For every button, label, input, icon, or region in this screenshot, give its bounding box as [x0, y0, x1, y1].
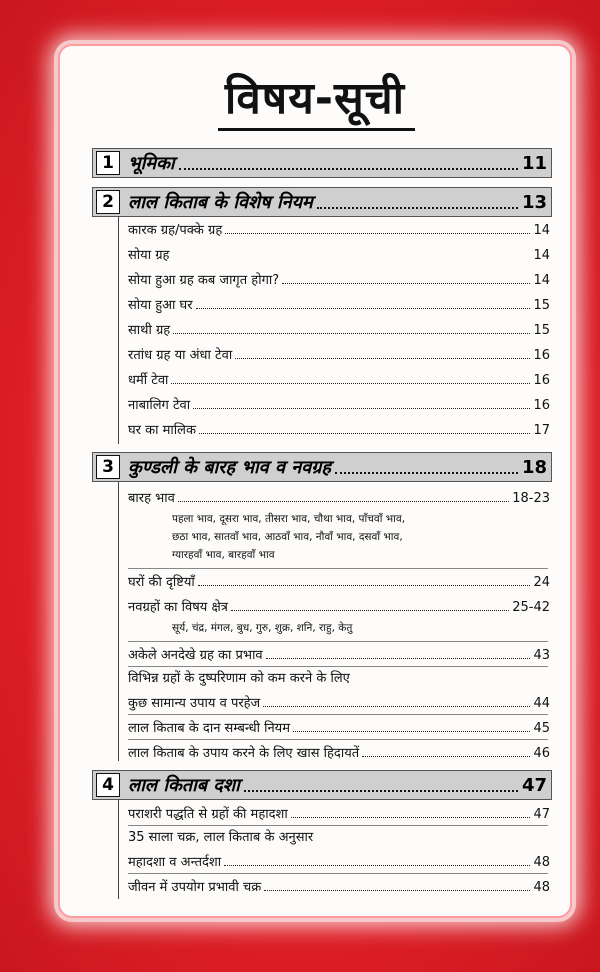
dot-leader: [335, 460, 518, 474]
separator: [128, 873, 548, 874]
page-title: विषय-सूची: [224, 73, 406, 124]
separator: [128, 641, 548, 642]
chapter-2-header[interactable]: [92, 187, 552, 217]
chapter-3-header[interactable]: [92, 452, 552, 482]
chapter-title: कुण्डली के बारह भाव व नवग्रह: [128, 457, 331, 478]
chapter-page: 13: [521, 191, 547, 213]
section-rule: [118, 481, 119, 761]
toc-entry[interactable]: जीवन में उपयोग प्रभावी चक्र 48: [128, 880, 550, 895]
dot-leader: [317, 195, 518, 209]
chapter-page: 47: [521, 774, 547, 796]
chapter-number: 1: [96, 151, 120, 175]
chapter-title: लाल किताब के विशेष नियम: [128, 192, 313, 213]
chapter-4-header[interactable]: [92, 770, 552, 800]
toc-entry[interactable]: कारक ग्रह/पक्के ग्रह 14: [128, 223, 550, 238]
toc-entry[interactable]: सोया हुआ ग्रह कब जागृत होगा? 14: [128, 273, 550, 288]
toc-entry[interactable]: पराशरी पद्धति से ग्रहों की महादशा 47: [128, 807, 550, 822]
chapter-1-header[interactable]: [92, 148, 552, 178]
subtopic-line: सूर्य, चंद्र, मंगल, बुध, गुरु, शुक्र, शनि, राहु, केतु: [172, 622, 353, 634]
toc-continued-line: 35 साला चक्र, लाल किताब के अनुसार: [128, 830, 314, 845]
separator: [128, 568, 548, 569]
chapter-page: 18: [521, 456, 547, 478]
title-underline: [218, 128, 415, 131]
toc-entry[interactable]: लाल किताब के उपाय करने के लिए खास हिदायतें 46: [128, 746, 550, 761]
section-rule: [118, 216, 119, 444]
toc-entry[interactable]: रतांध ग्रह या अंधा टेवा 16: [128, 348, 550, 363]
toc-entry[interactable]: कुछ सामान्य उपाय व परहेज 44: [128, 696, 550, 711]
chapter-number: 2: [96, 190, 120, 214]
separator: [128, 714, 548, 715]
chapter-number: 4: [96, 773, 120, 797]
toc-entry[interactable]: साथी ग्रह 15: [128, 323, 550, 338]
dot-leader: [244, 778, 518, 792]
chapter-page: 11: [521, 152, 547, 174]
toc-entry[interactable]: सोया हुआ घर 15: [128, 298, 550, 313]
section-rule: [118, 799, 119, 899]
toc-entry[interactable]: महादशा व अन्तर्दशा 48: [128, 855, 550, 870]
toc-entry[interactable]: सोया ग्रह 14: [128, 248, 550, 263]
chapter-title: लाल किताब दशा: [128, 775, 240, 796]
chapter-number: 3: [96, 455, 120, 479]
toc-entry[interactable]: नवग्रहों का विषय क्षेत्र 25-42: [128, 600, 550, 615]
toc-entry[interactable]: अकेले अनदेखे ग्रह का प्रभाव 43: [128, 648, 550, 663]
dot-leader: [179, 156, 518, 170]
separator: [128, 666, 548, 667]
subtopic-line: ग्यारहवाँ भाव, बारहवाँ भाव: [172, 549, 275, 561]
toc-entry[interactable]: घर का मालिक 17: [128, 423, 550, 438]
toc-entry[interactable]: बारह भाव 18-23: [128, 491, 550, 506]
subtopic-line: पहला भाव, दूसरा भाव, तीसरा भाव, चौथा भाव, पाँचवाँ भाव,: [172, 513, 406, 525]
toc-entry[interactable]: घरों की दृष्टियाँ 24: [128, 575, 550, 590]
toc-entry[interactable]: धर्मी टेवा 16: [128, 373, 550, 388]
subtopic-line: छठा भाव, सातवाँ भाव, आठवाँ भाव, नौवाँ भाव, दसवाँ भाव,: [172, 531, 403, 543]
separator: [128, 739, 548, 740]
toc-continued-line: विभिन्न ग्रहों के दुष्परिणाम को कम करने के लिए: [128, 671, 350, 686]
toc-entry[interactable]: नाबालिग टेवा 16: [128, 398, 550, 413]
toc-entry[interactable]: लाल किताब के दान सम्बन्धी नियम 45: [128, 721, 550, 736]
chapter-title: भूमिका: [128, 153, 175, 174]
contents-page: [58, 44, 572, 918]
separator: [128, 825, 548, 826]
